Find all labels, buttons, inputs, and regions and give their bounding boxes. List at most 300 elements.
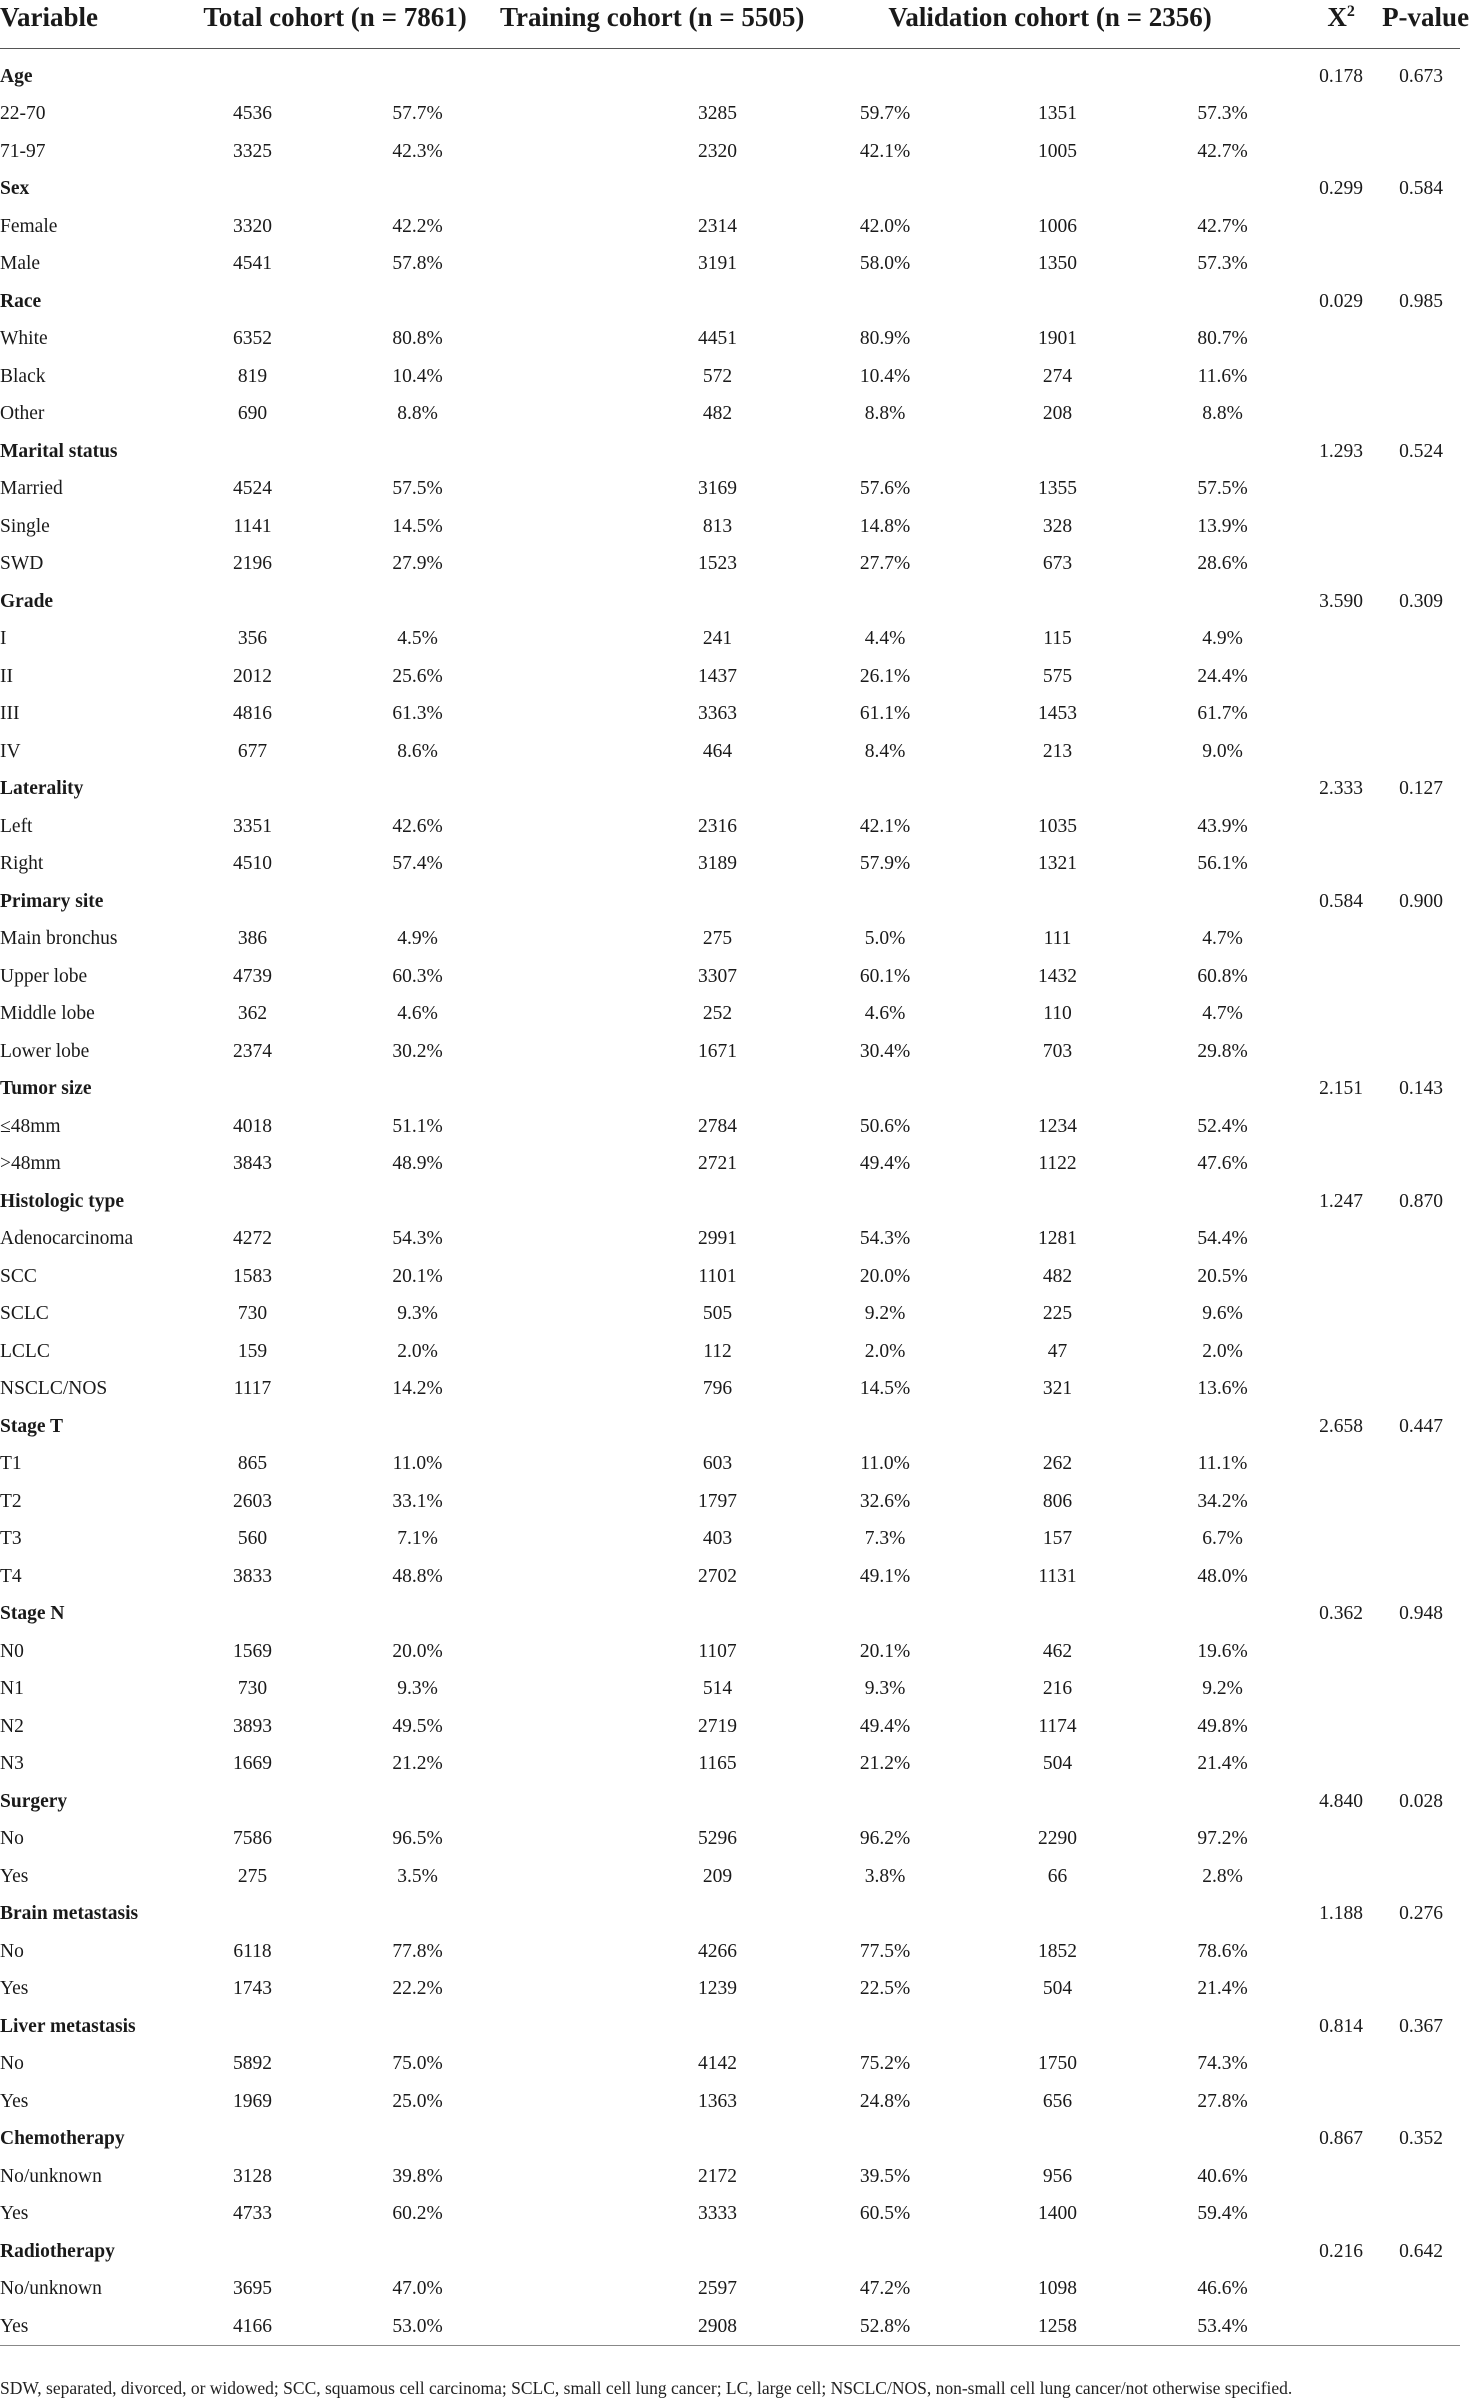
empty-cell: [1300, 1033, 1382, 1071]
chi-square-value: 3.590: [1319, 590, 1363, 612]
total-count: 1117: [233, 1378, 272, 1400]
validation-count: 1005: [1038, 140, 1078, 162]
row-label: T3: [0, 1528, 22, 1550]
validation-count: 213: [1042, 740, 1073, 762]
total-percent: 57.8%: [392, 253, 443, 275]
table-row: [0, 1258, 1460, 1296]
empty-cell: [1382, 1821, 1460, 1859]
total-count: 677: [237, 740, 268, 762]
table-row: [0, 1971, 1460, 2009]
table-row: [0, 621, 1460, 659]
training-percent: 14.5%: [859, 1378, 911, 1400]
total-count: 1583: [233, 1265, 272, 1287]
row-label: No: [0, 2053, 24, 2075]
empty-cell: [1145, 1783, 1300, 1821]
validation-count: 806: [1042, 1490, 1073, 1512]
table-row: [0, 1746, 1460, 1784]
empty-cell: [1300, 208, 1382, 246]
validation-count: 274: [1042, 365, 1073, 387]
empty-cell: [970, 883, 1145, 921]
validation-count: 482: [1042, 1265, 1073, 1287]
empty-cell: [335, 433, 500, 471]
total-percent: 48.9%: [392, 1153, 443, 1175]
empty-cell: [500, 1671, 635, 1709]
empty-cell: [500, 2196, 635, 2234]
empty-cell: [800, 1183, 970, 1221]
empty-cell: [500, 1296, 635, 1334]
chi-square-value: 0.178: [1319, 65, 1363, 87]
table-row: [0, 508, 1460, 546]
total-count: 730: [237, 1678, 268, 1700]
total-percent: 3.5%: [397, 1865, 438, 1887]
validation-percent: 19.6%: [1197, 1640, 1248, 1662]
empty-cell: [635, 2008, 800, 2046]
total-count: 4733: [233, 2203, 272, 2225]
empty-cell: [800, 283, 970, 321]
group-row: [0, 2233, 1460, 2271]
empty-cell: [1382, 1296, 1460, 1334]
empty-cell: [1382, 546, 1460, 584]
empty-cell: [1300, 396, 1382, 434]
training-percent: 32.6%: [859, 1490, 911, 1512]
total-percent: 25.6%: [392, 665, 443, 687]
group-row: [0, 2008, 1460, 2046]
validation-percent: 2.8%: [1202, 1865, 1243, 1887]
table-row: [0, 546, 1460, 584]
empty-cell: [500, 1483, 635, 1521]
group-name: Radiotherapy: [0, 2240, 115, 2262]
empty-cell: [1300, 358, 1382, 396]
empty-cell: [500, 508, 635, 546]
empty-cell: [800, 2008, 970, 2046]
empty-cell: [1300, 1446, 1382, 1484]
empty-cell: [500, 2121, 635, 2159]
total-percent: 53.0%: [335, 2308, 500, 2346]
table-row: [0, 2083, 1460, 2121]
training-count: 3189: [698, 853, 738, 875]
chi-square-value: 1.188: [1319, 1903, 1363, 1925]
empty-cell: [170, 171, 335, 209]
validation-percent: 57.3%: [1197, 103, 1248, 125]
empty-cell: [800, 1596, 970, 1634]
validation-percent: 11.6%: [1197, 365, 1248, 387]
empty-cell: [335, 1896, 500, 1934]
empty-cell: [1300, 508, 1382, 546]
empty-cell: [1300, 921, 1382, 959]
empty-cell: [800, 433, 970, 471]
empty-cell: [1145, 2008, 1300, 2046]
training-count: 1523: [698, 553, 738, 575]
total-percent: 75.0%: [392, 2053, 443, 2075]
row-label: II: [0, 665, 13, 687]
empty-cell: [500, 1746, 635, 1784]
training-percent: 61.1%: [859, 703, 911, 725]
empty-cell: [500, 1333, 635, 1371]
empty-cell: [1382, 658, 1460, 696]
empty-cell: [500, 1071, 635, 1109]
table-row: [0, 1933, 1460, 1971]
group-name: Tumor size: [0, 1078, 92, 1100]
p-value: 0.276: [1399, 1903, 1443, 1925]
empty-cell: [635, 1896, 800, 1934]
training-count: 2597: [698, 2278, 738, 2300]
training-percent: 42.1%: [859, 815, 911, 837]
validation-percent: 28.6%: [1197, 553, 1248, 575]
validation-count: 1901: [1038, 328, 1078, 350]
p-value: 0.447: [1399, 1415, 1443, 1437]
training-count: 3169: [698, 478, 738, 500]
empty-cell: [800, 1071, 970, 1109]
total-percent: 9.3%: [397, 1303, 438, 1325]
total-count: 3833: [233, 1565, 272, 1587]
validation-percent: 9.0%: [1202, 740, 1243, 762]
validation-percent: 21.4%: [1197, 1978, 1248, 2000]
validation-percent: 52.4%: [1197, 1115, 1248, 1137]
empty-cell: [170, 58, 335, 96]
training-percent: 54.3%: [859, 1228, 911, 1250]
validation-count: 157: [1042, 1528, 1073, 1550]
empty-cell: [170, 1408, 335, 1446]
validation-percent: 9.2%: [1202, 1678, 1243, 1700]
total-percent: 60.3%: [392, 965, 443, 987]
training-percent: 49.1%: [859, 1565, 911, 1587]
empty-cell: [335, 58, 500, 96]
empty-cell: [800, 771, 970, 809]
training-count: 3307: [698, 965, 738, 987]
validation-percent: 53.4%: [1145, 2308, 1300, 2346]
validation-count: 47: [1047, 1340, 1068, 1362]
total-percent: 60.2%: [392, 2203, 443, 2225]
training-count: 209: [702, 1865, 733, 1887]
empty-cell: [500, 1858, 635, 1896]
empty-cell: [500, 246, 635, 284]
empty-cell: [335, 1596, 500, 1634]
p-value: 0.127: [1399, 778, 1443, 800]
row-label: 22-70: [0, 103, 46, 125]
total-percent: 33.1%: [392, 1490, 443, 1512]
chi-square-value: 0.814: [1319, 2015, 1363, 2037]
training-percent: 3.8%: [864, 1865, 906, 1887]
total-count: 6118: [233, 1940, 272, 1962]
total-count: 4816: [233, 703, 272, 725]
training-percent: 57.9%: [859, 853, 911, 875]
empty-cell: [1300, 1633, 1382, 1671]
row-label: Main bronchus: [0, 928, 118, 950]
row-label: White: [0, 328, 48, 350]
group-name: Grade: [0, 590, 54, 612]
table-row: [0, 2308, 1460, 2346]
total-count: 690: [237, 403, 268, 425]
header-training-cohort: Training cohort (n = 5505): [500, 0, 800, 48]
empty-cell: [970, 1071, 1145, 1109]
empty-cell: [635, 1596, 800, 1634]
chi-square-value: 1.293: [1319, 440, 1363, 462]
training-count: 514: [702, 1678, 733, 1700]
empty-cell: [1145, 583, 1300, 621]
empty-cell: [500, 433, 635, 471]
training-count: 3333: [698, 2203, 738, 2225]
table-row: [0, 921, 1460, 959]
empty-cell: [1382, 1108, 1460, 1146]
group-row: [0, 283, 1460, 321]
empty-cell: [1300, 133, 1382, 171]
group-row: [0, 1596, 1460, 1634]
total-count: 560: [237, 1528, 268, 1550]
table-row: [0, 1296, 1460, 1334]
training-count: 2991: [698, 1228, 738, 1250]
total-percent: 20.1%: [392, 1265, 443, 1287]
empty-cell: [500, 1933, 635, 1971]
empty-cell: [500, 171, 635, 209]
training-percent: 21.2%: [859, 1753, 911, 1775]
total-percent: 77.8%: [392, 1940, 443, 1962]
total-percent: 4.6%: [397, 1003, 438, 1025]
empty-cell: [500, 1896, 635, 1934]
empty-cell: [1382, 2308, 1460, 2346]
validation-count: 216: [1042, 1678, 1073, 1700]
empty-cell: [1382, 696, 1460, 734]
table-row: [0, 1671, 1460, 1709]
validation-count: 1131: [1038, 1565, 1077, 1587]
validation-count: 328: [1042, 515, 1073, 537]
validation-percent: 13.9%: [1197, 515, 1248, 537]
empty-cell: [1145, 2233, 1300, 2271]
empty-cell: [970, 583, 1145, 621]
group-name: Liver metastasis: [0, 2015, 136, 2037]
empty-cell: [1382, 733, 1460, 771]
header-variable: Variable: [0, 0, 170, 48]
total-percent: 61.3%: [392, 703, 443, 725]
empty-cell: [500, 1783, 635, 1821]
empty-cell: [1300, 96, 1382, 134]
empty-cell: [635, 2233, 800, 2271]
empty-cell: [1300, 1558, 1382, 1596]
p-value: 0.642: [1399, 2240, 1443, 2262]
group-name: Laterality: [0, 778, 84, 800]
training-percent: 20.1%: [859, 1640, 911, 1662]
header-chi-square: [1300, 0, 1382, 48]
p-value: 0.524: [1399, 440, 1443, 462]
total-percent: 8.6%: [397, 740, 438, 762]
empty-cell: [970, 58, 1145, 96]
training-count: 1671: [698, 1040, 738, 1062]
total-percent: 57.7%: [392, 103, 443, 125]
empty-cell: [500, 96, 635, 134]
validation-count: 1258: [970, 2308, 1145, 2346]
training-count: 796: [702, 1378, 733, 1400]
training-count: 3285: [698, 103, 738, 125]
training-percent: 57.6%: [859, 478, 911, 500]
row-label: I: [0, 628, 7, 650]
row-label: Black: [0, 365, 46, 387]
empty-cell: [1300, 996, 1382, 1034]
group-row: [0, 883, 1460, 921]
p-value: 0.900: [1399, 890, 1443, 912]
total-count: 3893: [233, 1715, 272, 1737]
training-percent: 8.4%: [864, 740, 906, 762]
total-percent: 47.0%: [392, 2278, 443, 2300]
empty-cell: [1300, 1146, 1382, 1184]
empty-cell: [1382, 1446, 1460, 1484]
training-percent: 26.1%: [859, 665, 911, 687]
row-label: SCLC: [0, 1303, 49, 1325]
empty-cell: [970, 1408, 1145, 1446]
empty-cell: [1382, 246, 1460, 284]
empty-cell: [1300, 471, 1382, 509]
training-count: 2320: [698, 140, 738, 162]
empty-cell: [500, 696, 635, 734]
table-row: [0, 1446, 1460, 1484]
group-name: Stage T: [0, 1415, 64, 1437]
training-count: 603: [702, 1453, 733, 1475]
empty-cell: [1300, 658, 1382, 696]
training-count: 275: [702, 928, 733, 950]
total-count: 865: [237, 1453, 268, 1475]
validation-percent: 40.6%: [1197, 2165, 1248, 2187]
validation-count: 225: [1042, 1303, 1073, 1325]
total-count: 3320: [233, 215, 272, 237]
empty-cell: [1382, 1258, 1460, 1296]
chi-square-value: 0.867: [1319, 2128, 1363, 2150]
group-row: [0, 58, 1460, 96]
total-percent: 14.5%: [392, 515, 443, 537]
table-row: [0, 846, 1460, 884]
validation-count: 1350: [1038, 253, 1078, 275]
training-percent: 9.2%: [864, 1303, 906, 1325]
empty-cell: [1382, 1483, 1460, 1521]
table-row: [0, 1371, 1460, 1409]
group-name: Histologic type: [0, 1190, 125, 1212]
validation-count: 115: [1043, 628, 1072, 650]
p-value: 0.028: [1399, 1790, 1443, 1812]
empty-cell: [500, 1708, 635, 1746]
row-label: Yes: [0, 2203, 29, 2225]
total-percent: 39.8%: [392, 2165, 443, 2187]
table-row: [0, 1708, 1460, 1746]
table-row: [0, 733, 1460, 771]
training-count: 112: [703, 1340, 732, 1362]
total-percent: 51.1%: [392, 1115, 443, 1137]
empty-cell: [1382, 508, 1460, 546]
validation-percent: 8.8%: [1202, 403, 1243, 425]
empty-cell: [1300, 1258, 1382, 1296]
table-row: [0, 1108, 1460, 1146]
chi-square-value: 0.216: [1319, 2240, 1363, 2262]
total-percent: 10.4%: [392, 365, 443, 387]
empty-cell: [500, 283, 635, 321]
total-count: 819: [237, 365, 268, 387]
training-count: 403: [702, 1528, 733, 1550]
row-label: 71-97: [0, 140, 46, 162]
validation-count: 66: [1047, 1865, 1068, 1887]
training-count: 2719: [698, 1715, 738, 1737]
empty-cell: [170, 1596, 335, 1634]
empty-cell: [635, 1183, 800, 1221]
empty-cell: [170, 433, 335, 471]
row-label: SWD: [0, 553, 44, 575]
chi-square-value: 1.247: [1319, 1190, 1363, 1212]
validation-count: 703: [1042, 1040, 1073, 1062]
empty-cell: [635, 171, 800, 209]
total-count: 730: [237, 1303, 268, 1325]
total-count: 5892: [233, 2053, 272, 2075]
empty-cell: [1300, 2271, 1382, 2309]
validation-count: 1852: [1038, 1940, 1078, 1962]
row-label: Right: [0, 853, 44, 875]
training-percent: 11.0%: [860, 1453, 910, 1475]
validation-percent: 56.1%: [1197, 853, 1248, 875]
training-percent: 10.4%: [859, 365, 911, 387]
training-count: 2702: [698, 1565, 738, 1587]
empty-cell: [1382, 2271, 1460, 2309]
total-percent: 48.8%: [392, 1565, 443, 1587]
row-label: Yes: [0, 2090, 29, 2112]
total-percent: 4.9%: [397, 928, 438, 950]
validation-percent: 74.3%: [1197, 2053, 1248, 2075]
empty-cell: [500, 471, 635, 509]
total-count: 1569: [233, 1640, 272, 1662]
empty-cell: [1382, 1558, 1460, 1596]
training-percent: 42.0%: [859, 215, 911, 237]
validation-percent: 34.2%: [1197, 1490, 1248, 1512]
table-row: [0, 396, 1460, 434]
training-count: 4142: [698, 2053, 738, 2075]
group-name: Sex: [0, 178, 30, 200]
total-count: 4018: [233, 1115, 272, 1137]
empty-cell: [1300, 696, 1382, 734]
training-percent: 77.5%: [859, 1940, 911, 1962]
validation-percent: 11.1%: [1197, 1453, 1248, 1475]
chi-square-value: 0.299: [1319, 178, 1363, 200]
training-count: 2316: [698, 815, 738, 837]
validation-percent: 9.6%: [1202, 1303, 1243, 1325]
validation-count: 504: [1042, 1978, 1073, 2000]
empty-cell: [800, 1896, 970, 1934]
validation-percent: 21.4%: [1197, 1753, 1248, 1775]
training-percent: 14.8%: [859, 515, 911, 537]
group-row: [0, 771, 1460, 809]
validation-percent: 49.8%: [1197, 1715, 1248, 1737]
row-label: No/unknown: [0, 2278, 102, 2300]
training-count: 2314: [698, 215, 738, 237]
validation-percent: 61.7%: [1197, 703, 1248, 725]
empty-cell: [170, 1071, 335, 1109]
chi-square-value: 0.362: [1319, 1603, 1363, 1625]
table-row: [0, 1033, 1460, 1071]
empty-cell: [1300, 2158, 1382, 2196]
empty-cell: [970, 171, 1145, 209]
row-label: Male: [0, 253, 41, 275]
training-count: 2172: [698, 2165, 738, 2187]
group-row: [0, 1183, 1460, 1221]
empty-cell: [335, 583, 500, 621]
total-percent: 11.0%: [392, 1453, 443, 1475]
total-count: 1743: [233, 1978, 272, 2000]
row-label: Upper lobe: [0, 965, 88, 987]
group-name: Race: [0, 290, 42, 312]
empty-cell: [500, 58, 635, 96]
row-label: T2: [0, 1490, 22, 1512]
total-count: 3351: [233, 815, 272, 837]
row-label: No: [0, 1828, 24, 1850]
empty-cell: [500, 1633, 635, 1671]
empty-cell: [170, 583, 335, 621]
empty-cell: [1382, 396, 1460, 434]
training-count: 252: [702, 1003, 733, 1025]
total-count: 386: [237, 928, 268, 950]
chi-square-value: 2.151: [1319, 1078, 1363, 1100]
table-row: [0, 2158, 1460, 2196]
